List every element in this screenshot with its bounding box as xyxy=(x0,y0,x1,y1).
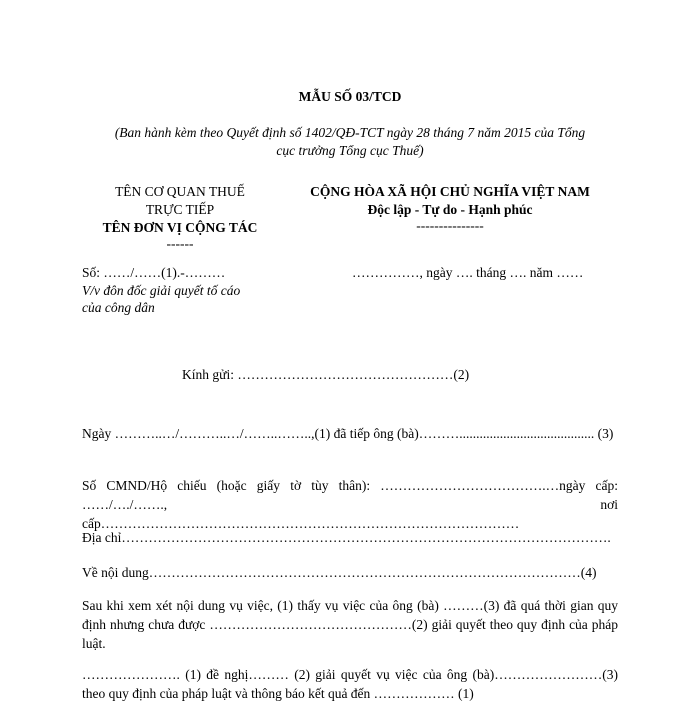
paragraph-request: …………………. (1) đề nghị……… (2) giải quyết vụ việc của ông (bà)……………………(3) theo quy định của pháp luật và thông báo kết quả đến ……………… (1) xyxy=(82,667,618,701)
recipient: Kính gửi: …………………………………………(2) xyxy=(182,367,470,382)
agency-name-line1: TÊN CƠ QUAN THUẾ xyxy=(115,184,245,199)
agency-name-line2: TRỰC TIẾP xyxy=(145,202,215,217)
country-name: CỘNG HÒA XÃ HỘI CHỦ NGHĨA VIỆT NAM xyxy=(310,184,590,199)
form-subtitle-line1: (Ban hành kèm theo Quyết định số 1402/QĐ-TCT ngày 28 tháng 7 năm 2015 của Tổng xyxy=(114,125,586,140)
paragraph-address: Địa chỉ………………………………………………………………………………………………. xyxy=(82,530,611,545)
paragraph-id-card: Số CMND/Hộ chiếu (hoặc giấy tờ tùy thân): ……………………………….…ngày cấp: ……/…./……., nơi cấp………………………………………………………………………………… xyxy=(82,478,618,531)
form-title: MẪU SỐ 03/TCD xyxy=(298,89,402,104)
national-motto: Độc lập - Tự do - Hạnh phúc xyxy=(367,202,533,217)
subject-line2: của công dân xyxy=(82,300,155,315)
motto-divider: --------------- xyxy=(416,218,484,233)
document-date: ……………, ngày …. tháng …. năm …… xyxy=(352,265,584,280)
paragraph-reception-date: Ngày ………..…/………..…/……..……..,(1) đã tiếp ông (bà)………........................................ (3) xyxy=(82,426,614,441)
paragraph-review: Sau khi xem xét nội dung vụ việc, (1) thấy vụ việc của ông (bà) ………(3) đã quá thời gian quy định nhưng chưa được ………………………………………(2) giải quyết theo quy định của pháp luật. xyxy=(82,598,618,651)
document-number: Số: ……/……(1).-……… xyxy=(82,265,226,280)
subject-line1: V/v đôn đốc giải quyết tố cáo xyxy=(82,283,241,298)
agency-divider: ------ xyxy=(166,236,194,251)
unit-name: TÊN ĐƠN VỊ CỘNG TÁC xyxy=(102,220,258,235)
paragraph-content: Về nội dung……………………………………………………………………………………(4) xyxy=(82,565,597,580)
form-subtitle-line2: cục trưởng Tổng cục Thuế) xyxy=(276,143,424,158)
